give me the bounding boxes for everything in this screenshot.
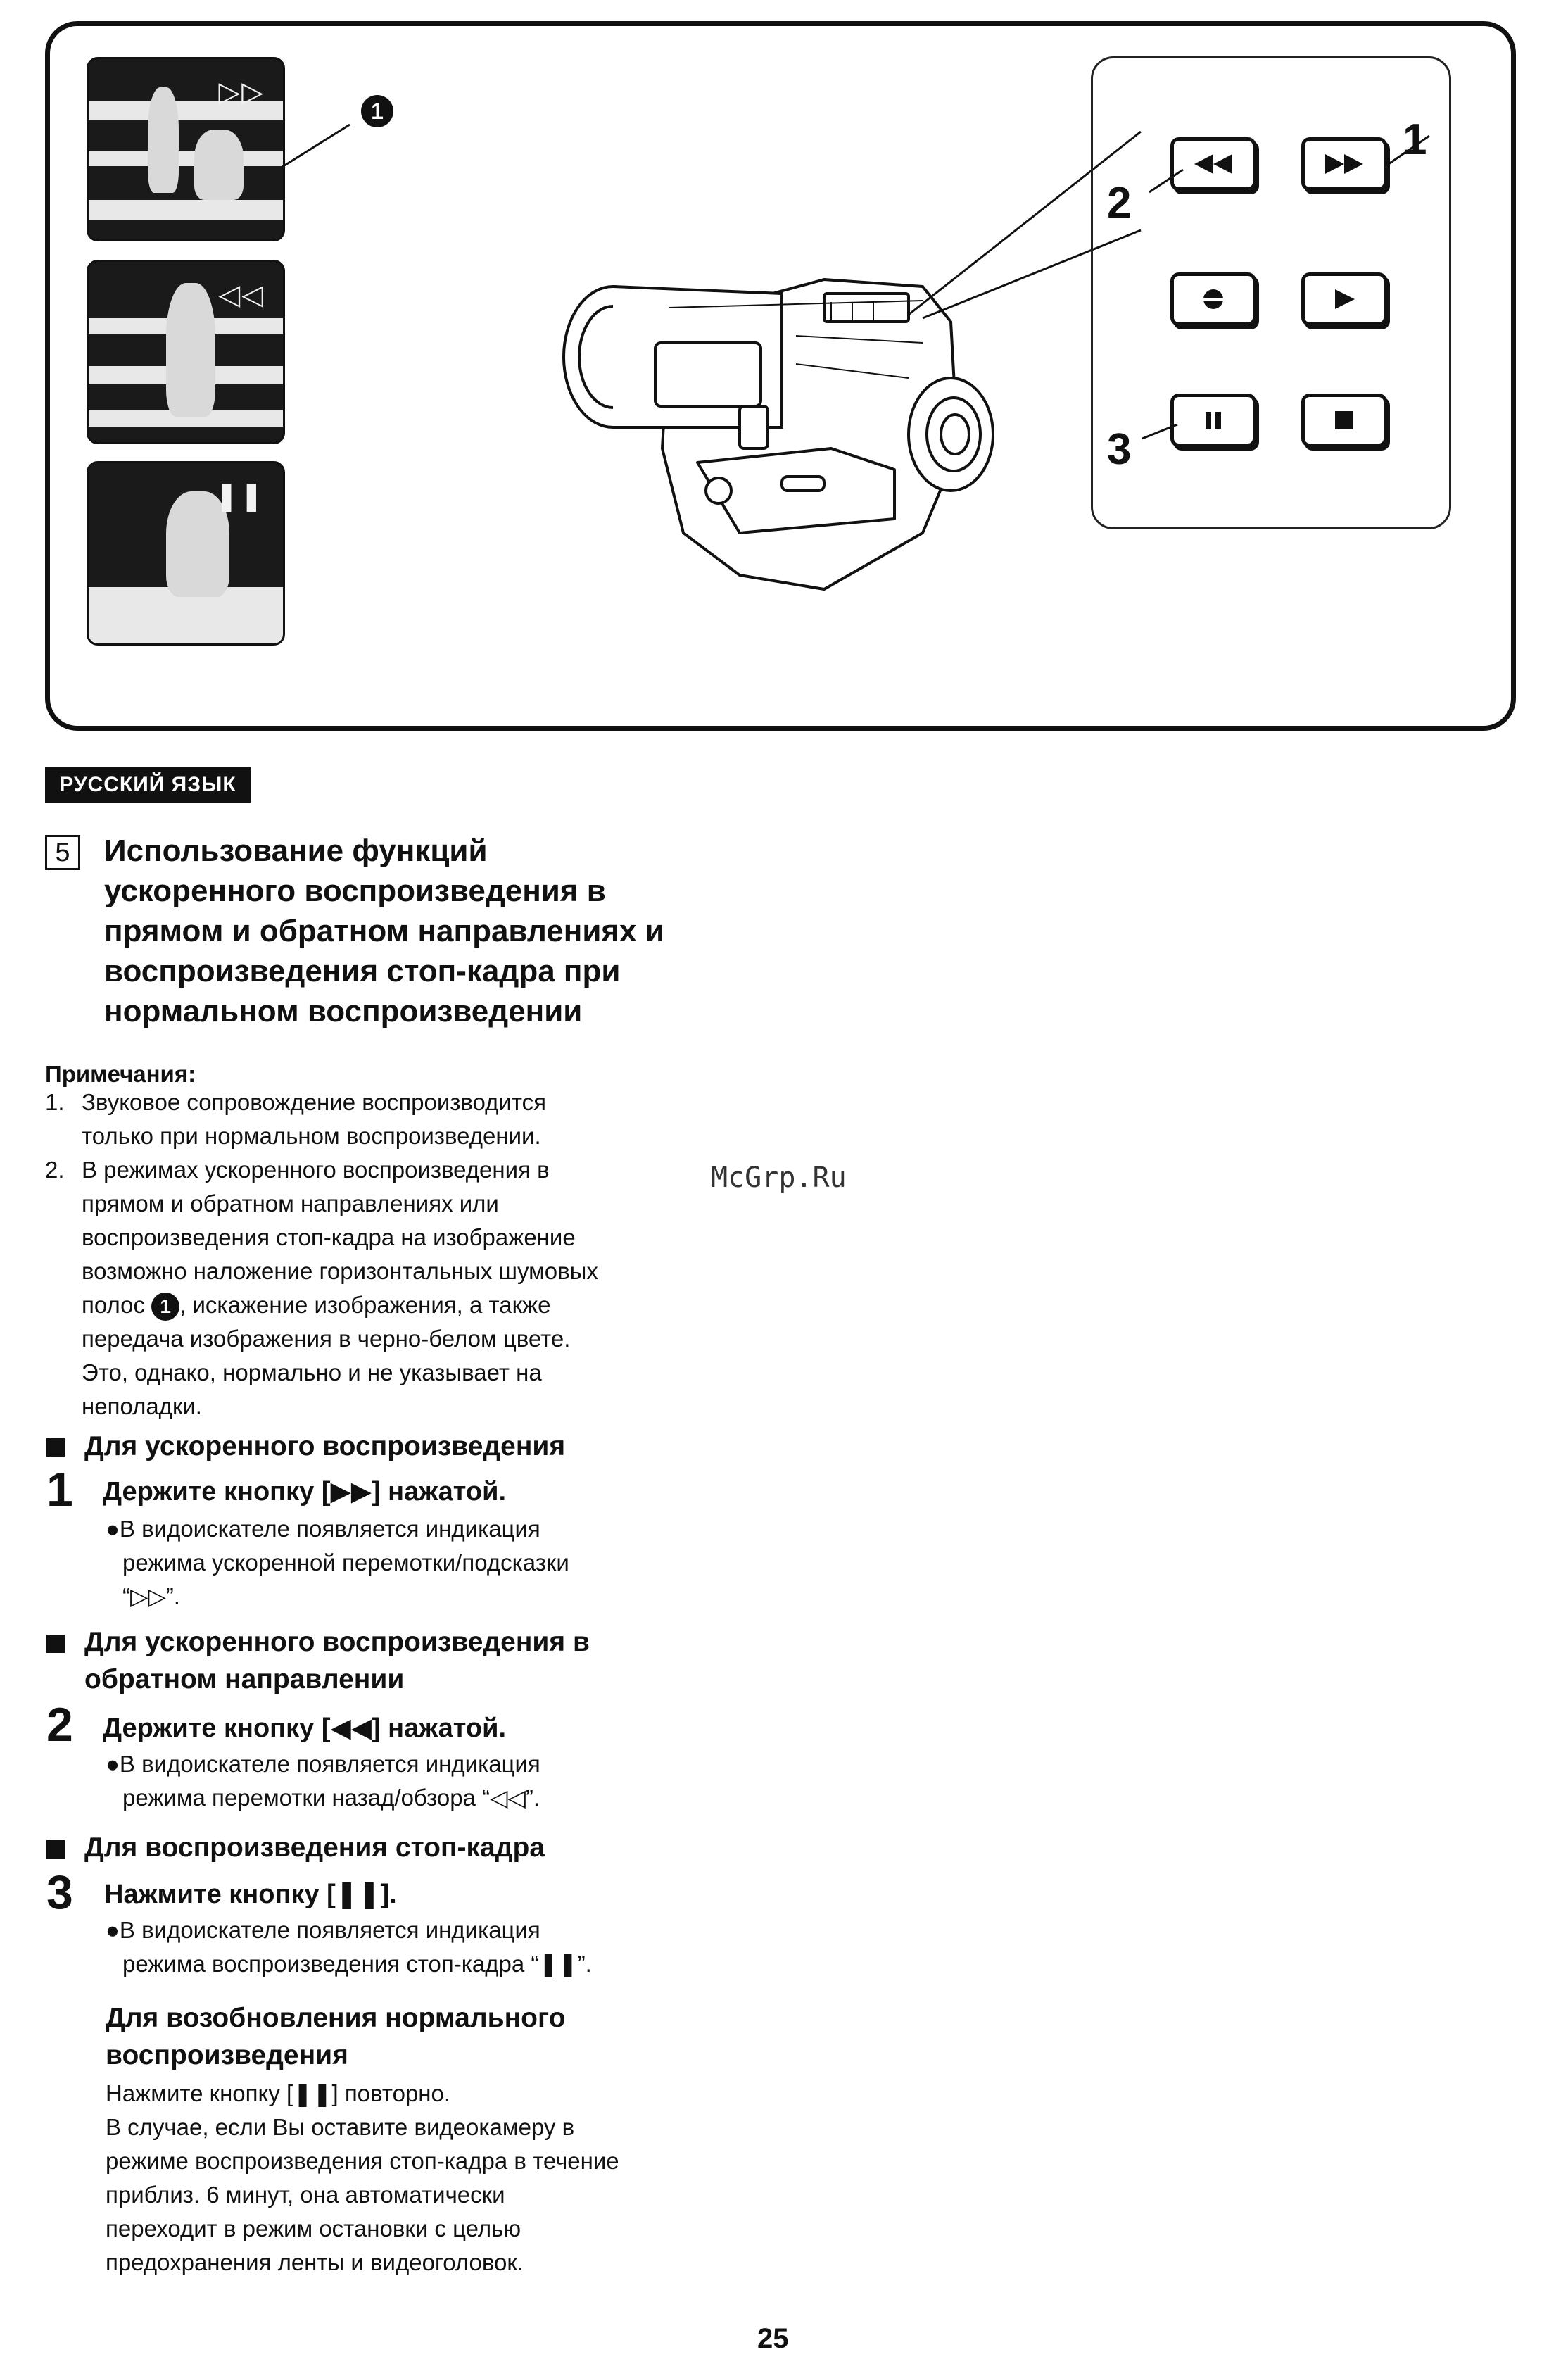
step-number: 2: [46, 1698, 73, 1751]
body-line: приблиз. 6 минут, она автоматически: [106, 2182, 505, 2208]
section-number: 5: [45, 835, 80, 870]
ff-step-note: [106, 1512, 739, 1614]
rew-step-note: [106, 1747, 739, 1815]
section-title: [104, 831, 738, 1031]
note-line: Звуковое сопровождение воспроизводится: [82, 1089, 546, 1115]
callout-line: [275, 111, 360, 174]
body-line: режиме воспроизведения стоп-кадра в течение: [106, 2148, 619, 2174]
heading-line: обратном направлении: [84, 1664, 405, 1694]
bullet-line: ●В видоискателе появляется индикация: [106, 1516, 540, 1542]
label-fast-forward: 1: [1403, 115, 1427, 164]
note-2-number: 2.: [45, 1157, 65, 1183]
note-fragment: , искажение изображения, а также: [179, 1292, 551, 1318]
note-1-number: 1.: [45, 1089, 65, 1115]
viewfinder-still-image: [87, 461, 285, 646]
note-line: Это, однако, нормально и не указывает на: [82, 1359, 542, 1385]
title-line: Использование функций: [104, 834, 488, 868]
step-number: 1: [46, 1463, 73, 1516]
body-line: переходит в режим остановки с целью: [106, 2215, 521, 2241]
body-line: В случае, если Вы оставите видеокамеру в: [106, 2114, 575, 2140]
viewfinder-rew-image: [87, 260, 285, 444]
page-number: 25: [757, 2323, 789, 2354]
still-step-instruction: Нажмите кнопку [❚❚].: [104, 1880, 397, 1909]
button-panel: [1091, 56, 1451, 529]
bullet-line: режима ускоренной перемотки/подсказки: [122, 1549, 569, 1576]
heading-line: воспроизведения: [106, 2040, 348, 2070]
note-line: передача изображения в черно-белом цвете.: [82, 1326, 571, 1352]
bullet-line: ●В видоискателе появляется индикация: [106, 1917, 540, 1943]
square-bullet-icon: [46, 1438, 65, 1457]
viewfinder-ff-image: [87, 57, 285, 241]
ff-heading: Для ускоренного воспроизведения: [84, 1431, 566, 1461]
rew-heading: [84, 1623, 590, 1698]
note-line: возможно наложение горизонтальных шумовых: [82, 1258, 598, 1284]
title-line: ускоренного воспроизведения в: [104, 874, 606, 908]
notes-heading: Примечания:: [45, 1061, 196, 1087]
noise-callout-marker: 1: [361, 95, 393, 127]
note-line: только при нормальном воспроизведении.: [82, 1123, 541, 1149]
heading-line: Для возобновления нормального: [106, 2003, 566, 2033]
note-line: неполадки.: [82, 1393, 202, 1419]
watermark: McGrp.Ru: [711, 1162, 847, 1194]
note-line: прямом и обратном направлениях или: [82, 1190, 499, 1216]
ff-indicator: ▷▷: [218, 76, 265, 108]
rew-indicator: ◁◁: [218, 279, 265, 311]
title-line: прямом и обратном направлениях и: [104, 914, 664, 948]
label-leader-lines: [1093, 58, 1453, 532]
bullet-line: режима перемотки назад/обзора “◁◁”.: [122, 1785, 540, 1811]
body-line: предохранения ленты и видеоголовок.: [106, 2249, 524, 2275]
label-pause: 3: [1107, 425, 1132, 474]
title-line: воспроизведения стоп-кадра при: [104, 954, 621, 988]
note-fragment: полос: [82, 1292, 152, 1318]
bullet-line: “▷▷”.: [122, 1583, 180, 1609]
ff-step-instruction: Держите кнопку [▶▶] нажатой.: [103, 1477, 507, 1507]
bullet-line: режима воспроизведения стоп-кадра “❚❚”.: [122, 1951, 592, 1977]
label-rewind: 2: [1107, 179, 1132, 227]
language-tag: РУССКИЙ ЯЗЫК: [45, 767, 251, 803]
heading-line: Для ускоренного воспроизведения в: [84, 1627, 590, 1657]
body-line: Нажмите кнопку [❚❚] повторно.: [106, 2080, 451, 2106]
note-line: В режимах ускоренного воспроизведения в: [82, 1157, 550, 1183]
bullet-line: ●В видоискателе появляется индикация: [106, 1751, 540, 1777]
still-indicator: ❚❚: [214, 480, 265, 512]
resume-body: [106, 2077, 774, 2279]
step-number: 3: [46, 1866, 73, 1919]
square-bullet-icon: [46, 1635, 65, 1653]
note-line: [82, 1288, 729, 1322]
note-2-text: [82, 1153, 729, 1423]
rew-step-instruction: Держите кнопку [◀◀] нажатой.: [103, 1713, 507, 1743]
title-line: нормальном воспроизведении: [104, 994, 583, 1029]
still-step-note: [106, 1913, 739, 1981]
square-bullet-icon: [46, 1840, 65, 1859]
resume-heading: [106, 1999, 566, 2074]
still-heading: Для воспроизведения стоп-кадра: [84, 1832, 545, 1863]
noise-callout-marker: 1: [151, 1293, 179, 1321]
note-1-text: [82, 1086, 715, 1153]
note-line: воспроизведения стоп-кадра на изображение: [82, 1224, 576, 1250]
